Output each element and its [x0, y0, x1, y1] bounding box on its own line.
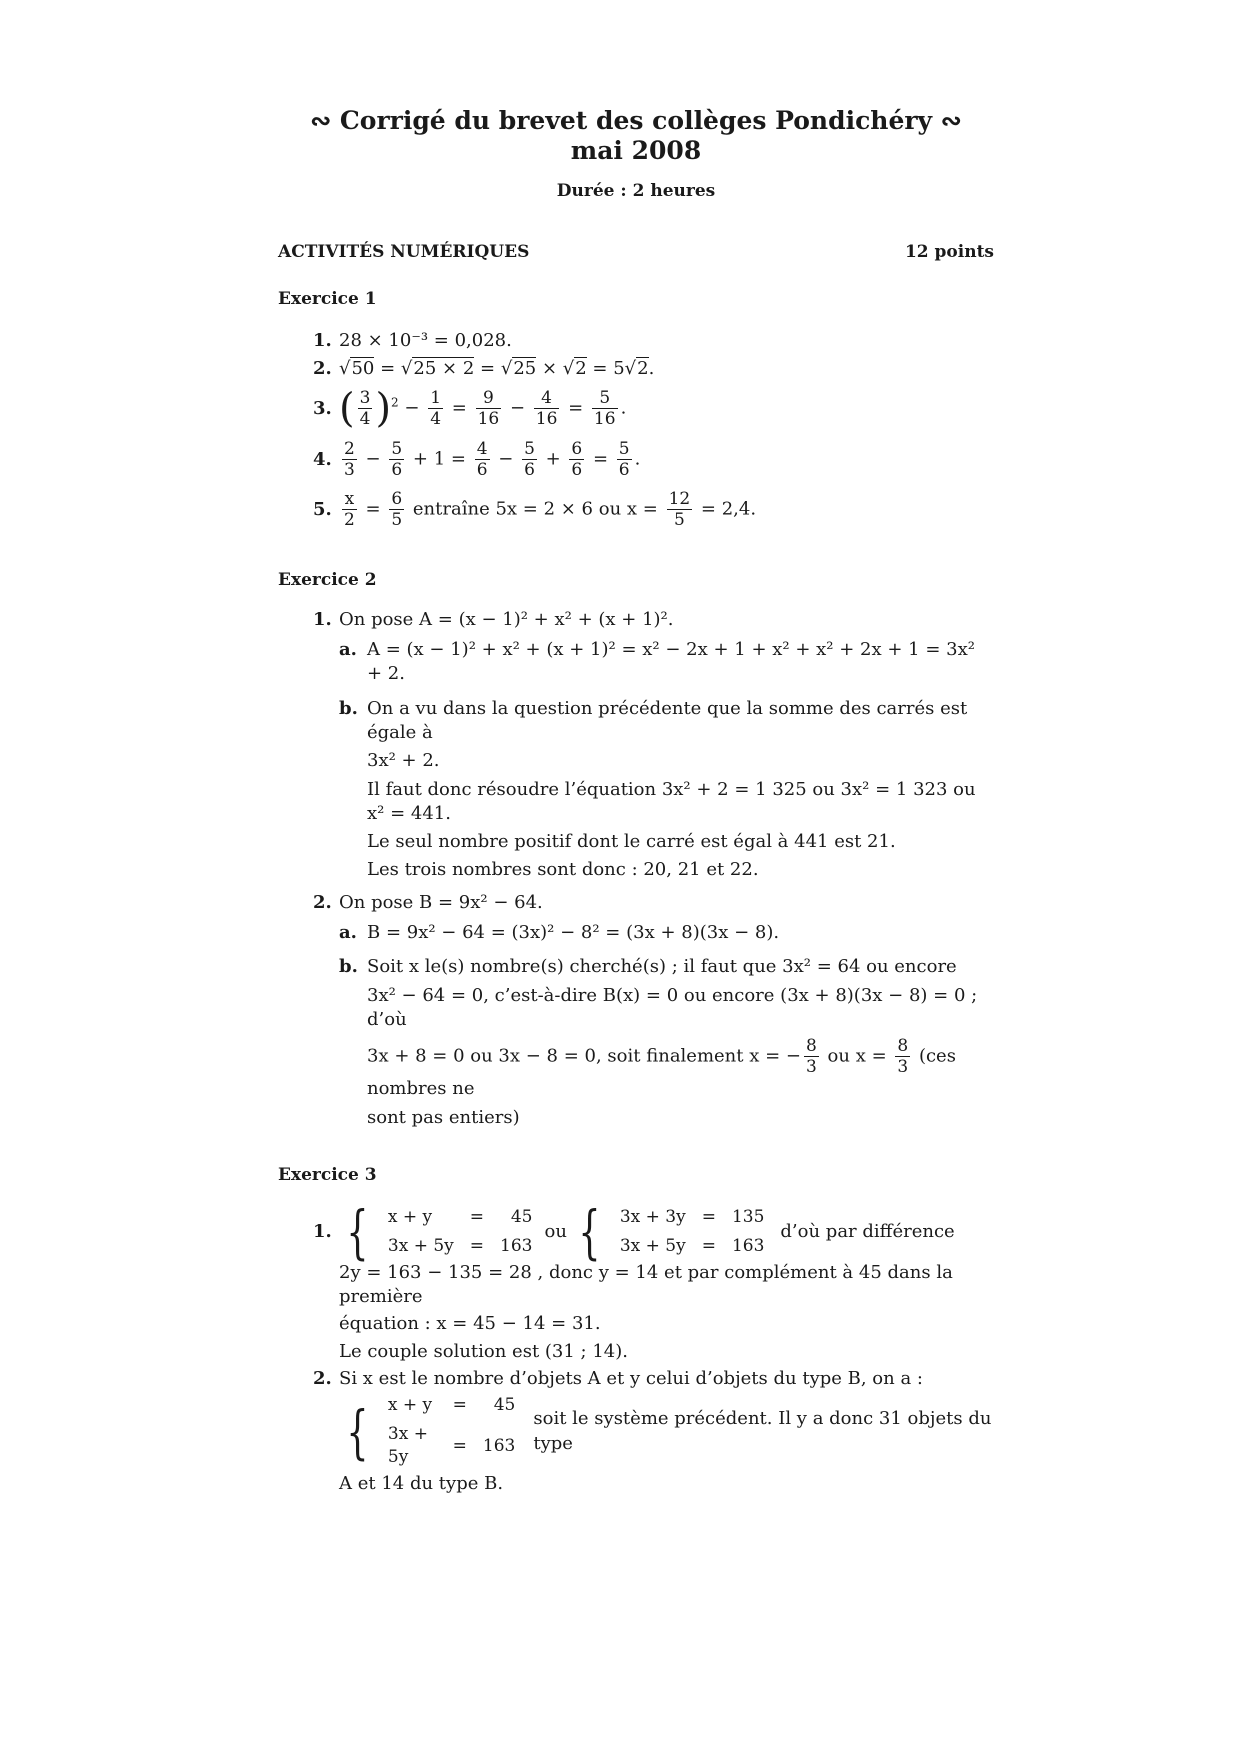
- ou-text: ou: [544, 1220, 567, 1242]
- ex2-q2b-line-4: sont pas entiers): [367, 1106, 520, 1128]
- equals: =: [452, 1395, 467, 1416]
- math-text: −: [359, 448, 387, 470]
- item-number: 5.: [313, 498, 332, 520]
- system-1-table: [380, 1203, 541, 1261]
- fraction: [428, 388, 443, 429]
- radicand: 2: [637, 357, 649, 379]
- ex2-q1a-text: A = (x − 1)² + x² + (x + 1)² = x² − 2x + 1 + x² + x² + 2x + 1 = 3x² + 2.: [367, 639, 975, 685]
- math-text: .: [634, 448, 641, 470]
- fraction: [475, 439, 490, 480]
- math-text: =: [562, 397, 589, 419]
- sub-label: b.: [339, 697, 358, 719]
- fraction: [358, 388, 373, 429]
- fraction: [804, 1036, 819, 1077]
- fraction: [895, 1036, 910, 1077]
- ex2-q2b-line-3: [367, 1036, 994, 1101]
- denominator: 16: [535, 409, 558, 430]
- item-number: 2.: [313, 1367, 332, 1389]
- system-row: [612, 1203, 773, 1232]
- fraction: [389, 489, 404, 530]
- equals: =: [469, 1206, 485, 1227]
- document-page: [278, 106, 994, 1496]
- ex3-after-line-1: 2y = 163 − 135 = 28 , donc y = 14 et par complément à 45 dans la première: [339, 1261, 953, 1308]
- item-number: 1.: [313, 329, 332, 351]
- numerator: 2: [344, 439, 355, 460]
- ex1-item-4: [313, 435, 994, 485]
- rhs: 135: [731, 1206, 765, 1227]
- fraction: [569, 439, 584, 480]
- radicand: 2: [575, 357, 587, 379]
- lhs: x + y: [387, 1395, 433, 1416]
- fraction: [476, 388, 502, 429]
- ex3-item-2-content: [339, 1367, 994, 1496]
- ex2-q1b-line-2: 3x² + 2.: [367, 750, 440, 772]
- sub-lines: [367, 697, 994, 887]
- denominator: 4: [359, 409, 371, 430]
- numerator: 5: [618, 439, 630, 460]
- equals: =: [469, 1235, 485, 1256]
- item-number: 2.: [313, 357, 332, 379]
- ex1-item-3: [313, 383, 994, 435]
- right-paren: ): [375, 385, 392, 432]
- denominator: 6: [476, 460, 488, 481]
- ex3-q2-end: A et 14 du type B.: [339, 1473, 504, 1495]
- item-number: 4.: [313, 448, 332, 470]
- math-text: +: [539, 448, 567, 470]
- exponent: 2: [391, 395, 399, 410]
- section-header: [278, 241, 994, 264]
- lhs: 3x + 5y: [387, 1235, 454, 1256]
- numerator: 3: [359, 388, 371, 409]
- denominator: 6: [391, 460, 403, 481]
- equals: =: [452, 1435, 467, 1456]
- system-row: [380, 1203, 541, 1232]
- fraction: [389, 439, 404, 480]
- system-row: [380, 1232, 541, 1261]
- math-text: = 2,4.: [695, 498, 757, 520]
- duration: Durée : 2 heures: [556, 181, 716, 201]
- left-brace: {: [346, 1197, 369, 1266]
- ex2-q1b-line-5: Les trois nombres sont donc : 20, 21 et 22.: [367, 859, 759, 881]
- sub-label: a.: [339, 639, 357, 661]
- lhs: x + y: [387, 1206, 433, 1227]
- ex1-item-1-text: 28 × 10⁻³ = 0,028.: [339, 329, 512, 351]
- math-text: =: [374, 357, 401, 379]
- title-line-1: ∾ Corrigé du brevet des collèges Pondichéry ∾: [310, 106, 962, 135]
- math-text: =: [474, 357, 501, 379]
- ex1-item-3-text: [339, 385, 994, 432]
- ex3-after-line-2: équation : x = 45 − 14 = 31.: [339, 1313, 601, 1335]
- math-text: −: [492, 448, 520, 470]
- numerator: 5: [524, 439, 535, 460]
- rhs: 163: [731, 1235, 765, 1256]
- left-brace: {: [578, 1197, 601, 1266]
- ex2-q1-text: On pose A = (x − 1)² + x² + (x + 1)².: [339, 608, 674, 630]
- exercise-2-list: [278, 608, 994, 1134]
- ex2-q2-text: On pose B = 9x² − 64.: [339, 891, 543, 913]
- denominator: 5: [391, 510, 403, 531]
- ex3-item-1-systems: [339, 1197, 994, 1266]
- denominator: 16: [593, 409, 616, 430]
- ex2-item-2-content: [339, 891, 994, 1134]
- exercise-3-title: Exercice 3: [278, 1164, 377, 1185]
- ex2-q1b-line-3: Il faut donc résoudre l’équation 3x² + 2 = 1 325 ou 3x² = 1 323 ou x² = 441.: [367, 778, 976, 824]
- numerator: 12: [668, 489, 691, 510]
- numerator: 5: [391, 439, 403, 460]
- numerator: 4: [534, 388, 560, 409]
- lhs: 3x + 5y: [387, 1424, 428, 1468]
- math-text: =: [587, 448, 614, 470]
- math-text: 3x + 8 = 0 ou 3x − 8 = 0, soit finalement x = −: [367, 1045, 801, 1067]
- system-2-table: [612, 1203, 773, 1261]
- math-text: ou x =: [821, 1045, 893, 1067]
- numerator: 9: [476, 388, 502, 409]
- ex3-q1-after: [339, 1261, 994, 1364]
- system-row: [380, 1391, 523, 1420]
- sub-label: a.: [339, 922, 357, 944]
- math-text: −: [398, 397, 426, 419]
- ex3-q2-system-line: [339, 1391, 994, 1472]
- section-points: 12 points: [904, 241, 994, 262]
- ex2-q2a: [339, 921, 994, 949]
- system-3-table: [380, 1391, 523, 1472]
- numerator: 8: [806, 1036, 817, 1057]
- numerator: 6: [571, 439, 583, 460]
- item-number: 1.: [313, 1220, 332, 1242]
- left-paren: (: [339, 385, 355, 432]
- math-text: .: [620, 397, 627, 419]
- sub-lines: [367, 921, 779, 949]
- ex1-item-1: [313, 327, 994, 355]
- ex3-q2-tail: soit le système précédent. Il y a donc 31 objets du type: [533, 1408, 992, 1454]
- rhs: 163: [482, 1435, 516, 1456]
- ex2-item-2: [313, 891, 994, 1134]
- denominator: 4: [430, 409, 442, 430]
- ex2-q2b: [339, 955, 994, 1133]
- ex1-item-5: [313, 485, 994, 535]
- ex3-item-2: [313, 1367, 994, 1496]
- ex2-item-1: [313, 608, 994, 887]
- exercise-1-title: Exercice 1: [278, 288, 377, 309]
- ex2-q2b-line-2: 3x² − 64 = 0, c’est-à-dire B(x) = 0 ou encore (3x + 8)(3x − 8) = 0 ; d’où: [367, 984, 978, 1030]
- fraction: [342, 489, 357, 530]
- ex1-item-2-text: √50 = √25 × 2 = √25 × √2 = 5√2.: [339, 357, 655, 379]
- denominator: 6: [524, 460, 535, 481]
- numerator: 1: [430, 388, 442, 409]
- equals: =: [701, 1235, 716, 1256]
- ex3-item-1: [313, 1197, 994, 1266]
- math-text: (ces nombres ne: [367, 1045, 956, 1100]
- sub-label: b.: [339, 956, 358, 978]
- item-number: 3.: [313, 397, 332, 419]
- system-row: [612, 1232, 773, 1261]
- math-text: .: [648, 357, 655, 379]
- denominator: 3: [897, 1057, 909, 1078]
- system-row: [380, 1420, 523, 1472]
- rhs: 163: [500, 1235, 533, 1256]
- math-text: =: [359, 498, 387, 520]
- fraction: [592, 388, 618, 429]
- denominator: 16: [477, 409, 500, 430]
- math-text: =: [446, 397, 473, 419]
- left-brace: {: [346, 1397, 369, 1466]
- denominator: 6: [618, 460, 630, 481]
- numerator: 4: [476, 439, 488, 460]
- radicand: 25: [513, 357, 537, 379]
- ex1-item-2: [313, 355, 994, 383]
- ex2-q1b: [339, 697, 994, 887]
- system-3: [339, 1391, 523, 1472]
- numerator: 8: [897, 1036, 909, 1057]
- math-text: −: [504, 397, 531, 419]
- ex2-q2b-line-1: Soit x le(s) nombre(s) cherché(s) ; il faut que 3x² = 64 ou encore: [367, 956, 957, 978]
- title-line-2: mai 2008: [570, 136, 702, 165]
- numerator: 6: [391, 489, 403, 510]
- math-text: = 5: [586, 357, 625, 379]
- item-number: 1.: [313, 608, 332, 630]
- ex2-q1a: [339, 638, 994, 691]
- ex1-item-4-text: [339, 439, 994, 480]
- sub-lines: [367, 955, 994, 1133]
- item-number: 2.: [313, 891, 332, 913]
- math-text: entraîne 5x = 2 × 6 ou x =: [407, 498, 664, 520]
- fraction: [667, 489, 693, 530]
- rhs: 45: [510, 1206, 533, 1227]
- sub-lines: [367, 638, 994, 691]
- ex2-q1b-line-1: On a vu dans la question précédente que la somme des carrés est égale à: [367, 697, 968, 743]
- document-title: [278, 106, 994, 166]
- denominator: 2: [344, 510, 355, 531]
- denominator: 6: [571, 460, 583, 481]
- fraction: [342, 439, 357, 480]
- radicand: 50: [351, 357, 375, 379]
- ex2-q2a-text: B = 9x² − 64 = (3x)² − 8² = (3x + 8)(3x − 8).: [367, 922, 780, 944]
- equals: =: [701, 1206, 716, 1227]
- lhs: 3x + 3y: [619, 1206, 686, 1227]
- denominator: 3: [806, 1057, 817, 1078]
- math-text: + 1 =: [407, 448, 472, 470]
- section-name: ACTIVITÉS NUMÉRIQUES: [278, 241, 530, 262]
- exercise-3-list: [278, 1197, 994, 1497]
- system-1: [339, 1197, 540, 1266]
- rhs: 45: [493, 1395, 516, 1416]
- ex2-item-1-content: [339, 608, 994, 887]
- fraction: [522, 439, 537, 480]
- numerator: x: [342, 489, 357, 510]
- system-2: [571, 1197, 772, 1266]
- ex3-q2-text: Si x est le nombre d’objets A et y celui d’objets du type B, on a :: [339, 1367, 923, 1389]
- ex3-after-line-3: Le couple solution est (31 ; 14).: [339, 1340, 628, 1362]
- exercise-2-title: Exercice 2: [278, 569, 377, 590]
- ex1-item-5-text: [339, 489, 994, 530]
- difference-text: d’où par différence: [780, 1220, 955, 1242]
- lhs: 3x + 5y: [619, 1235, 686, 1256]
- denominator: 5: [673, 510, 685, 531]
- numerator: 5: [592, 388, 618, 409]
- denominator: 3: [344, 460, 355, 481]
- exercise-1-list: [278, 327, 994, 535]
- math-text: ×: [536, 357, 563, 379]
- radicand: 25 × 2: [413, 357, 475, 379]
- ex2-q1b-line-4: Le seul nombre positif dont le carré est égal à 441 est 21.: [367, 831, 896, 853]
- fraction: [617, 439, 632, 480]
- fraction: [534, 388, 560, 429]
